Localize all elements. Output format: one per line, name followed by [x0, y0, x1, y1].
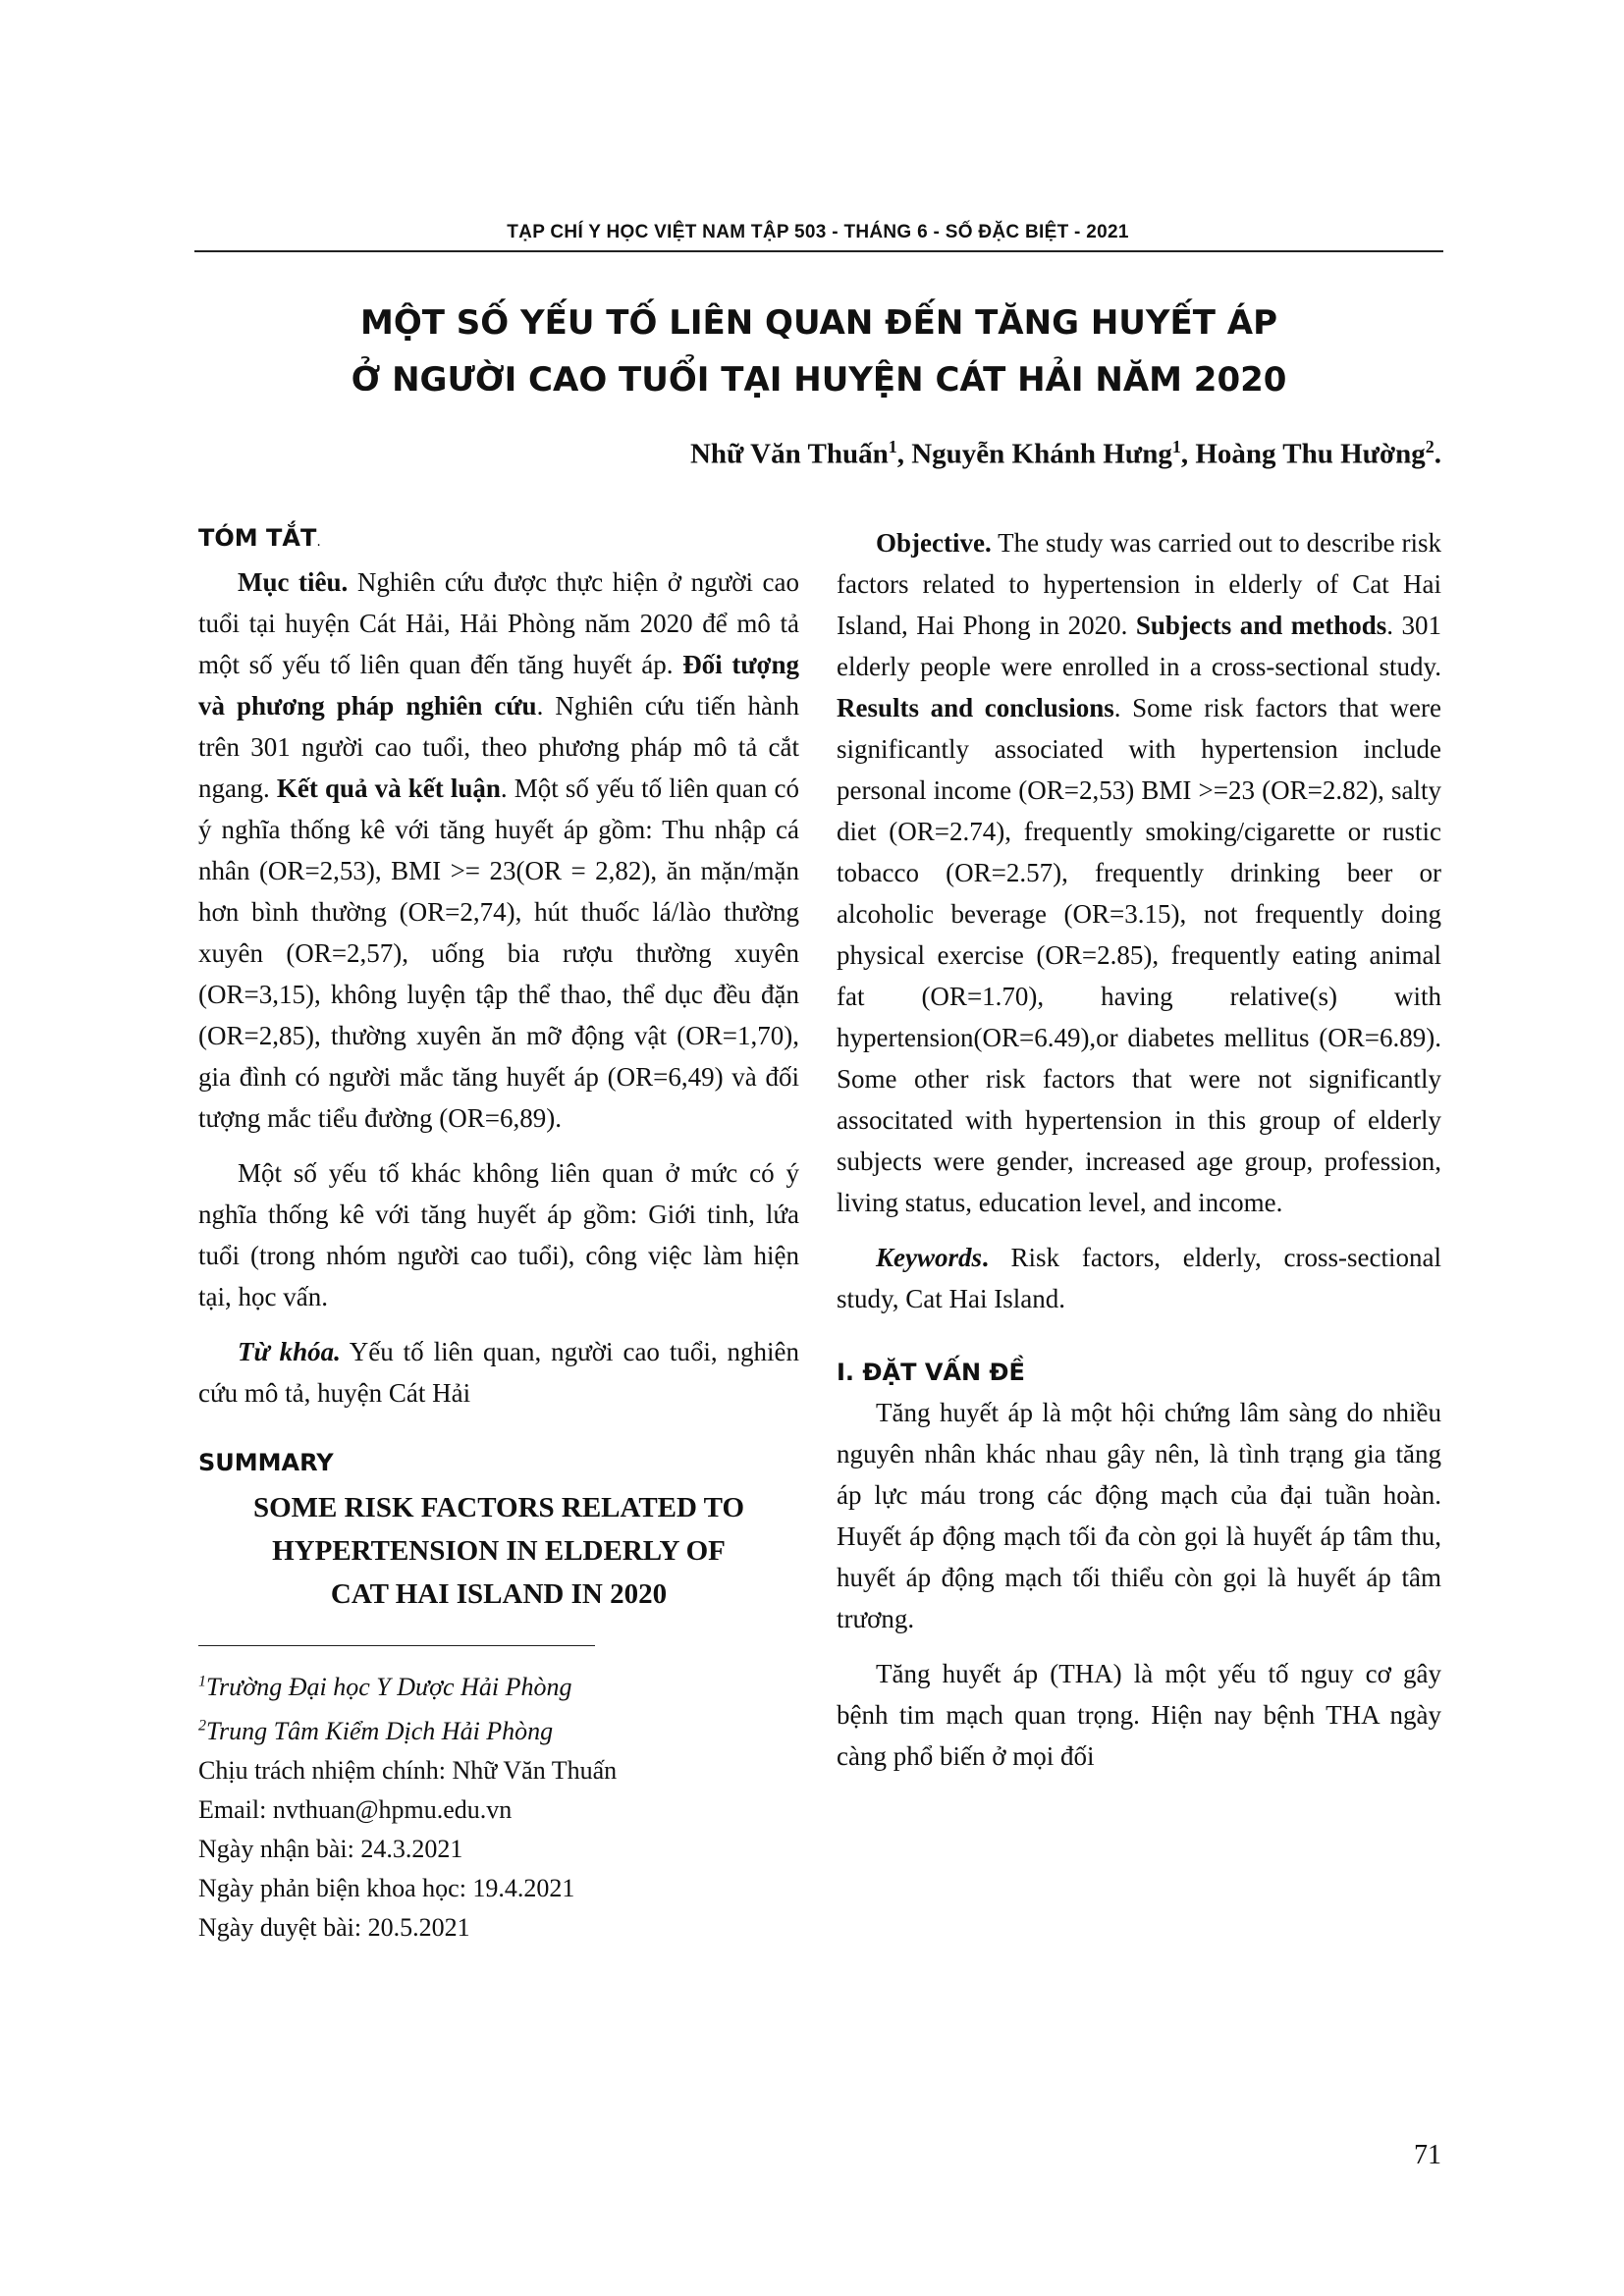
methods-text-en: . 301 elderly people were enrolled in a cross-sectional study. — [837, 611, 1442, 681]
footnote-rule — [198, 1645, 595, 1646]
affiliation-1 — [198, 1662, 799, 1707]
summary-title-line-3: CAT HAI ISLAND IN 2020 — [330, 1578, 668, 1610]
summary-title-line-1: SOME RISK FACTORS RELATED TO — [252, 1492, 745, 1523]
results-text-en: . Some risk factors that were significantly associated with hypertension include personal income (OR=2,53) BMI >=23 (OR=2.82), salty diet (OR=2.74), frequently smoking/cigarette or rustic tobacco (OR=2.57), frequently drinking beer or alcoholic beverage (OR=3.15), not frequently doing physical exercise (OR=2.85), frequently eating animal fat (OR=1.70), having relative(s) with hypertension(OR=6.49),or diabetes mellitus (OR=6.89). Some other risk factors that were not significantly associtated with hypertension in this group of elderly subjects were gender, increased age group, profession, living status, education level, and income. — [837, 693, 1441, 1217]
affiliation-2-mark: 2 — [198, 1717, 206, 1735]
title-line-2: Ở NGƯỜI CAO TUỔI TẠI HUYỆN CÁT HẢI NĂM 2020 — [351, 360, 1287, 400]
keywords-text-vi: Yếu tố liên quan, người cao tuổi, nghiên cứu mô tả, huyện Cát Hải — [198, 1337, 800, 1408]
running-header: TẠP CHÍ Y HỌC VIỆT NAM TẬP 503 - THÁNG 6 - SỐ ĐẶC BIỆT - 2021 — [507, 222, 1129, 242]
objective-text-en: The study was carried out to describe risk factors related to hypertension in elderly of Cat Hai Island, Hai Phong in 2020. — [837, 528, 1441, 640]
date-received: Ngày nhận bài: 24.3.2021 — [198, 1835, 463, 1864]
left-column — [198, 518, 799, 1948]
corresponding-email: Email: nvthuan@hpmu.edu.vn — [198, 1795, 513, 1825]
methods-label-vi: Đối tượng và phương pháp nghiên cứu — [198, 650, 799, 721]
keywords-vi — [198, 1331, 799, 1414]
summary-title — [198, 1486, 799, 1616]
abstract-vi-heading — [198, 518, 799, 561]
author-end: . — [1434, 438, 1441, 470]
author-1-affiliation: 1 — [888, 437, 897, 456]
corresponding-author: Chịu trách nhiệm chính: Nhữ Văn Thuấn — [198, 1756, 618, 1786]
keywords-text-en: Risk factors, elderly, cross-sectional study, Cat Hai Island. — [837, 1243, 1441, 1313]
affiliation-1-text: Trường Đại học Y Dược Hải Phòng — [206, 1672, 572, 1701]
author-1: Nhữ Văn Thuấn — [689, 438, 889, 470]
abstract-vi-heading-text: TÓM TẮT — [198, 524, 317, 552]
keywords-en — [837, 1237, 1441, 1319]
objective-label-vi: Mục tiêu. — [238, 567, 349, 597]
section-1-paragraph-1: Tăng huyết áp là một hội chứng lâm sàng do nhiều nguyên nhân khác nhau gây nên, là tình trạng gia tăng áp lực máu trong các động mạch của đại tuần hoàn. Huyết áp động mạch tối đa còn gọi là huyết áp tâm thu, huyết áp động mạch tối thiểu còn gọi là huyết áp tâm trương. — [837, 1398, 1441, 1633]
results-label-vi: Kết quả và kết luận — [276, 774, 501, 803]
keywords-label-vi: Từ khóa. — [238, 1337, 341, 1366]
objective-text-vi: Nghiên cứu được thực hiện ở người cao tuổi tại huyện Cát Hải, Hải Phòng năm 2020 để mô tả một số yếu tố liên quan đến tăng huyết áp. — [198, 567, 800, 679]
author-list — [690, 437, 1441, 471]
methods-text-vi: . Nghiên cứu tiến hành trên 301 người cao tuổi, theo phương pháp mô tả cắt ngang. — [198, 691, 799, 803]
author-separator: , — [1180, 438, 1196, 470]
date-approved: Ngày duyệt bài: 20.5.2021 — [198, 1913, 470, 1943]
article-title — [194, 294, 1443, 408]
page-number: 71 — [1414, 2140, 1441, 2170]
affiliation-1-mark: 1 — [198, 1673, 206, 1689]
section-1-heading: I. ĐẶT VẤN ĐỀ — [837, 1359, 1025, 1386]
abstract-vi-heading-mark: . — [316, 534, 321, 550]
affiliation-2 — [198, 1707, 799, 1752]
author-3: Hoàng Thu Hường — [1195, 438, 1426, 470]
author-2: Nguyễn Khánh Hưng — [911, 438, 1172, 470]
title-line-1: MỘT SỐ YẾU TỐ LIÊN QUAN ĐẾN TĂNG HUYẾT ÁP — [359, 303, 1277, 343]
author-separator: , — [896, 438, 912, 470]
results-text-vi: . Một số yếu tố liên quan có ý nghĩa thống kê với tăng huyết áp gồm: Thu nhập cá nhân (OR=2,53), BMI >= 23(OR = 2,82), ăn mặn/mặn hơn bình thường (OR=2,74), hút thuốc lá/lào thường xuyên (OR=2,57), uống bia rượu thường xuyên (OR=3,15), không luyện tập thể thao, thể dục đều đặn (OR=2,85), thường xuyên ăn mỡ động vật (OR=1,70), gia đình có người mắc tăng huyết áp (OR=6,49) và đối tượng mắc tiểu đường (OR=6,89). — [198, 774, 799, 1133]
section-1-paragraph-2: Tăng huyết áp (THA) là một yếu tố nguy cơ gây bệnh tim mạch quan trọng. Hiện nay bệnh THA ngày càng phổ biến ở mọi đối — [837, 1659, 1441, 1771]
objective-label-en: Objective. — [876, 528, 992, 558]
results-label-en: Results and conclusions — [837, 693, 1114, 722]
date-reviewed: Ngày phản biện khoa học: 19.4.2021 — [198, 1874, 575, 1903]
right-column — [837, 518, 1441, 1777]
summary-title-line-2: HYPERTENSION IN ELDERLY OF — [272, 1535, 726, 1567]
keywords-label-en: Keywords — [876, 1243, 982, 1272]
keywords-label-en-dot: . — [982, 1243, 989, 1272]
abstract-vi-paragraph-1 — [198, 561, 799, 1139]
author-3-affiliation: 2 — [1425, 437, 1435, 456]
methods-label-en: Subjects and methods — [1135, 611, 1387, 640]
abstract-vi-paragraph-2: Một số yếu tố khác không liên quan ở mức có ý nghĩa thống kê với tăng huyết áp gồm: Giới tinh, lứa tuổi (trong nhóm người cao tuổi), công việc làm hiện tại, học vấn. — [198, 1158, 799, 1311]
header-rule — [194, 250, 1443, 252]
summary-heading: SUMMARY — [198, 1449, 334, 1476]
author-2-affiliation: 1 — [1171, 437, 1181, 456]
affiliation-2-text: Trung Tâm Kiểm Dịch Hải Phòng — [206, 1717, 554, 1746]
abstract-en — [837, 522, 1441, 1223]
